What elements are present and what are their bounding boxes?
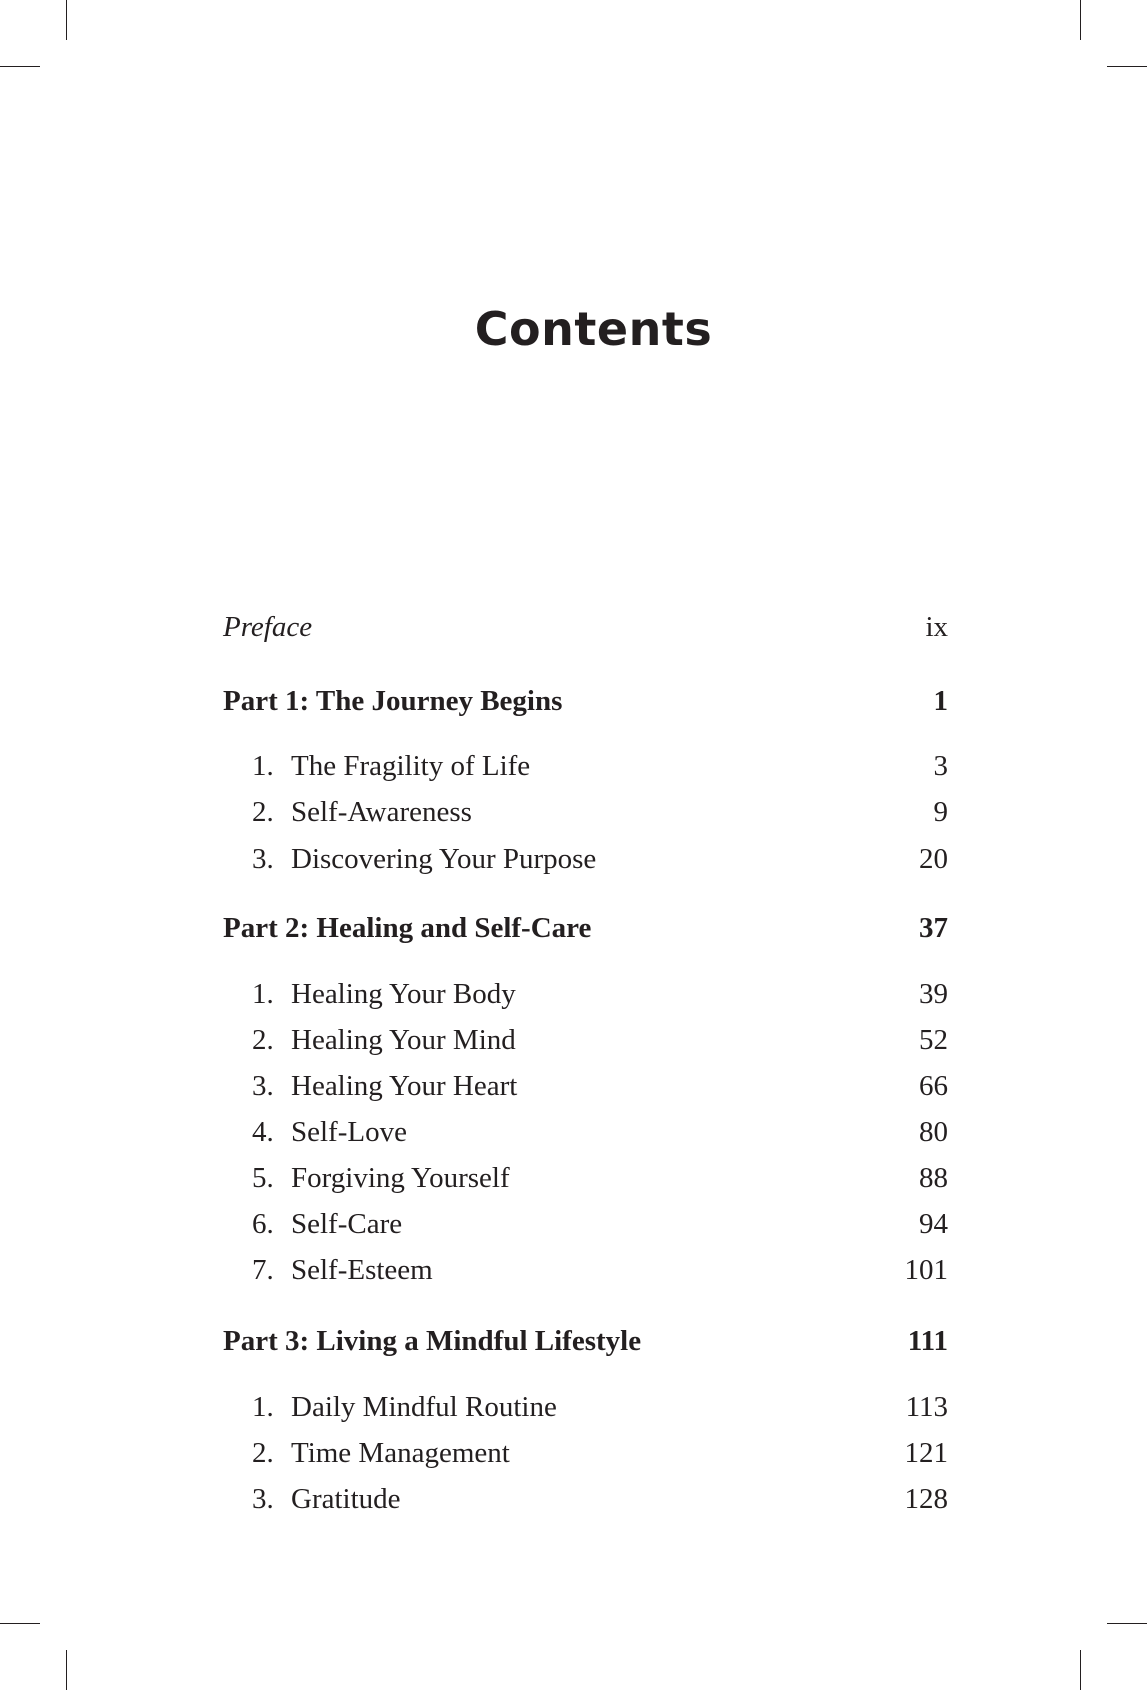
toc-page-number: 88 [919, 1162, 948, 1194]
toc-page-number: 20 [919, 843, 948, 875]
toc-page-number: 111 [907, 1325, 948, 1357]
toc-page-number: 3 [933, 750, 948, 782]
toc-chapter-number: 1. [252, 750, 274, 782]
toc-chapter-number: 7. [252, 1254, 274, 1286]
toc-page-number: 37 [919, 912, 948, 944]
toc-chapter-entry [223, 1250, 948, 1290]
crop-mark-bottom-left [0, 1623, 40, 1624]
toc-chapter-entry [223, 792, 948, 832]
crop-mark-top-right [1107, 66, 1147, 67]
toc-chapter-label: Healing Your Mind [291, 1024, 516, 1056]
toc-chapter-label: Self-Esteem [291, 1254, 433, 1286]
toc-chapter-label: Self-Awareness [291, 796, 472, 828]
toc-part-heading [223, 1321, 948, 1361]
toc-page-number: 101 [904, 1254, 948, 1286]
toc-chapter-entry [223, 1066, 948, 1106]
toc-chapter-number: 1. [252, 1391, 274, 1423]
toc-page-number: 128 [904, 1483, 948, 1515]
page-title: Contents [474, 302, 713, 356]
toc-chapter-number: 3. [252, 1483, 274, 1515]
toc-chapter-entry [223, 1433, 948, 1473]
toc-chapter-label: Self-Love [291, 1116, 407, 1148]
toc-page-number: 39 [919, 978, 948, 1010]
toc-chapter-number: 2. [252, 1024, 274, 1056]
toc-part-label: Part 2: Healing and Self-Care [223, 912, 592, 944]
toc-page-number: 52 [919, 1024, 948, 1056]
toc-chapter-entry [223, 1158, 948, 1198]
toc-entry-label: Preface [223, 611, 313, 643]
crop-mark-top-right [1080, 0, 1081, 40]
toc-chapter-entry [223, 1387, 948, 1427]
crop-mark-top-left [0, 66, 40, 67]
toc-chapter-label: Healing Your Heart [291, 1070, 518, 1102]
toc-page-number: ix [925, 611, 948, 643]
toc-chapter-label: Forgiving Yourself [291, 1162, 510, 1194]
toc-chapter-number: 1. [252, 978, 274, 1010]
toc-page-number: 66 [919, 1070, 948, 1102]
crop-mark-top-left [66, 0, 67, 40]
toc-chapter-entry [223, 1479, 948, 1519]
toc-chapter-label: Healing Your Body [291, 978, 516, 1010]
toc-part-heading [223, 681, 948, 721]
toc-page-number: 113 [905, 1391, 948, 1423]
toc-chapter-number: 6. [252, 1208, 274, 1240]
crop-mark-bottom-right [1080, 1650, 1081, 1690]
toc-page-number: 80 [919, 1116, 948, 1148]
toc-page-number: 1 [933, 685, 948, 717]
toc-chapter-entry [223, 974, 948, 1014]
toc-chapter-number: 2. [252, 1437, 274, 1469]
toc-page-number: 9 [933, 796, 948, 828]
toc-chapter-entry [223, 1204, 948, 1244]
toc-chapter-number: 3. [252, 1070, 274, 1102]
toc-chapter-label: Discovering Your Purpose [291, 843, 597, 875]
toc-chapter-number: 2. [252, 796, 274, 828]
toc-chapter-number: 3. [252, 843, 274, 875]
toc-entry-preface [223, 607, 948, 647]
toc-chapter-entry [223, 746, 948, 786]
toc-chapter-label: Time Management [291, 1437, 510, 1469]
toc-page-number: 94 [919, 1208, 948, 1240]
toc-chapter-number: 4. [252, 1116, 274, 1148]
toc-chapter-entry [223, 1112, 948, 1152]
toc-page-number: 121 [904, 1437, 948, 1469]
toc-chapter-entry [223, 1020, 948, 1060]
toc-chapter-entry [223, 839, 948, 879]
toc-chapter-label: The Fragility of Life [291, 750, 531, 782]
toc-chapter-number: 5. [252, 1162, 274, 1194]
toc-chapter-label: Gratitude [291, 1483, 401, 1515]
crop-mark-bottom-right [1107, 1623, 1147, 1624]
toc-part-label: Part 1: The Journey Begins [223, 685, 563, 717]
crop-mark-bottom-left [66, 1650, 67, 1690]
toc-chapter-label: Self-Care [291, 1208, 403, 1240]
toc-part-label: Part 3: Living a Mindful Lifestyle [223, 1325, 642, 1357]
toc-chapter-label: Daily Mindful Routine [291, 1391, 557, 1423]
toc-part-heading [223, 908, 948, 948]
